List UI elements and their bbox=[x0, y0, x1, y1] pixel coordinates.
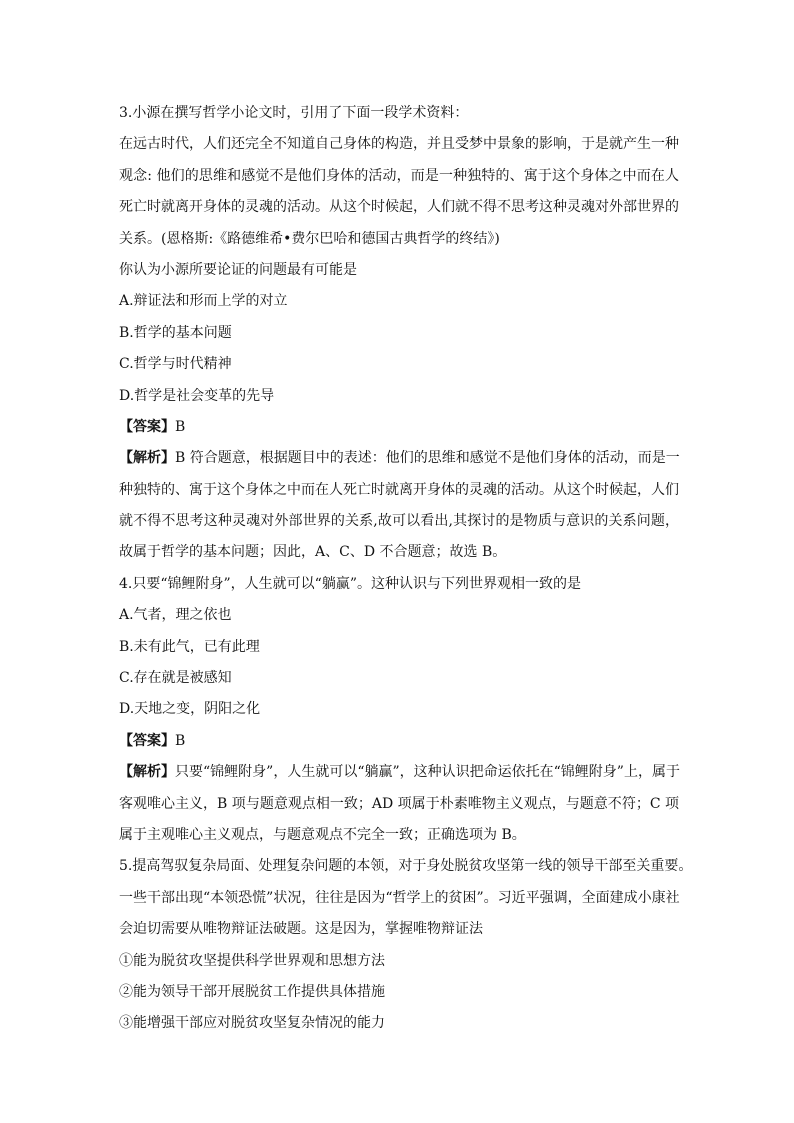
q4-answer-tag: 【答案】 bbox=[119, 732, 175, 749]
q4-option-a: A.气者，理之依也 bbox=[119, 607, 232, 624]
q4-analysis-tag: 【解析】 bbox=[119, 764, 175, 781]
q3-answer-tag: 【答案】 bbox=[119, 418, 175, 435]
q4-analysis-text-1: 只要“锦鲤附身”，人生就可以“躺赢”，这种认识把命运依托在“锦鲤附身”上，属于 bbox=[175, 764, 680, 781]
q3-material-line-1: 在远古时代，人们还完全不知道自己身体的构造，并且受梦中景象的影响，于是就产生一种 bbox=[119, 136, 679, 153]
q5-stem-line-2: 一些干部出现“本领恐慌”状况，往往是因为“哲学上的贫困”。习近平强调，全面建成小康社 bbox=[119, 889, 680, 906]
q3-question: 你认为小源所要论证的问题最有可能是 bbox=[119, 261, 357, 278]
q3-answer-value: B bbox=[175, 418, 186, 435]
q4-option-b: B.未有此气，已有此理 bbox=[119, 638, 260, 655]
q3-analysis-line-3: 就不得不思考这种灵魂对外部世界的关系,故可以看出,其探讨的是物质与意识的关系问题， bbox=[119, 513, 679, 530]
document-page bbox=[119, 98, 693, 1040]
q4-analysis-line-3: 属于主观唯心主义观点，与题意观点不完全一致；正确选项为 B。 bbox=[119, 826, 526, 843]
q3-analysis-line-4: 故属于哲学的基本问题；因此，A、C、D 不合题意；故选 B。 bbox=[119, 544, 507, 561]
q3-material-line-2: 观念: 他们的思维和感觉不是他们身体的活动，而是一种独特的、寓于这个身体之中而在人 bbox=[119, 167, 679, 184]
q3-analysis-line-1 bbox=[119, 443, 679, 474]
q5-stem-line-3: 会迫切需要从唯物辩证法破题。这是因为，掌握唯物辩证法 bbox=[119, 921, 483, 938]
q4-option-d: D.天地之变，阴阳之化 bbox=[119, 701, 261, 718]
q5-item-1: ①能为脱贫攻坚提供科学世界观和思想方法 bbox=[119, 952, 385, 969]
q5-item-2: ②能为领导干部开展脱贫工作提供具体措施 bbox=[119, 983, 385, 1000]
q3-option-b: B.哲学的基本问题 bbox=[119, 324, 232, 341]
q4-answer-value: B bbox=[175, 732, 186, 749]
q3-analysis-tag: 【解析】 bbox=[119, 450, 175, 467]
q4-answer bbox=[119, 726, 679, 757]
q3-material-line-3: 死亡时就离开身体的灵魂的活动。从这个时候起，人们就不得不思考这种灵魂对外部世界的 bbox=[119, 199, 679, 216]
q4-analysis-line-2: 客观唯心主义，B 项与题意观点相一致；AD 项属于朴素唯物主义观点，与题意不符；C 项 bbox=[119, 795, 679, 812]
q5-stem-line-1: 5.提高驾驭复杂局面、处理复杂问题的本领，对于身处脱贫攻坚第一线的领导干部至关重要。 bbox=[119, 858, 693, 875]
q3-answer bbox=[119, 412, 679, 443]
q3-analysis-line-2: 种独特的、寓于这个身体之中而在人死亡时就离开身体的灵魂的活动。从这个时候起，人们 bbox=[119, 481, 679, 498]
q3-stem: 3.小源在撰写哲学小论文时，引用了下面一段学术资料： bbox=[119, 105, 469, 121]
q4-stem: 4.只要“锦鲤附身”，人生就可以“躺赢”。这种认识与下列世界观相一致的是 bbox=[119, 575, 581, 592]
q4-analysis-line-1 bbox=[119, 757, 679, 788]
q3-analysis-text-1: B 符合题意，根据题目中的表述：他们的思维和感觉不是他们身体的活动，而是一 bbox=[175, 450, 680, 467]
q3-material-line-4: 关系。(恩格斯:《路德维希•费尔巴哈和德国古典哲学的终结》) bbox=[119, 230, 500, 247]
q3-option-c: C.哲学与时代精神 bbox=[119, 356, 232, 373]
q4-option-c: C.存在就是被感知 bbox=[119, 670, 232, 687]
q5-item-3: ③能增强干部应对脱贫攻坚复杂情况的能力 bbox=[119, 1015, 385, 1032]
q3-option-d: D.哲学是社会变革的先导 bbox=[119, 387, 275, 404]
q3-option-a: A.辩证法和形而上学的对立 bbox=[119, 293, 288, 310]
